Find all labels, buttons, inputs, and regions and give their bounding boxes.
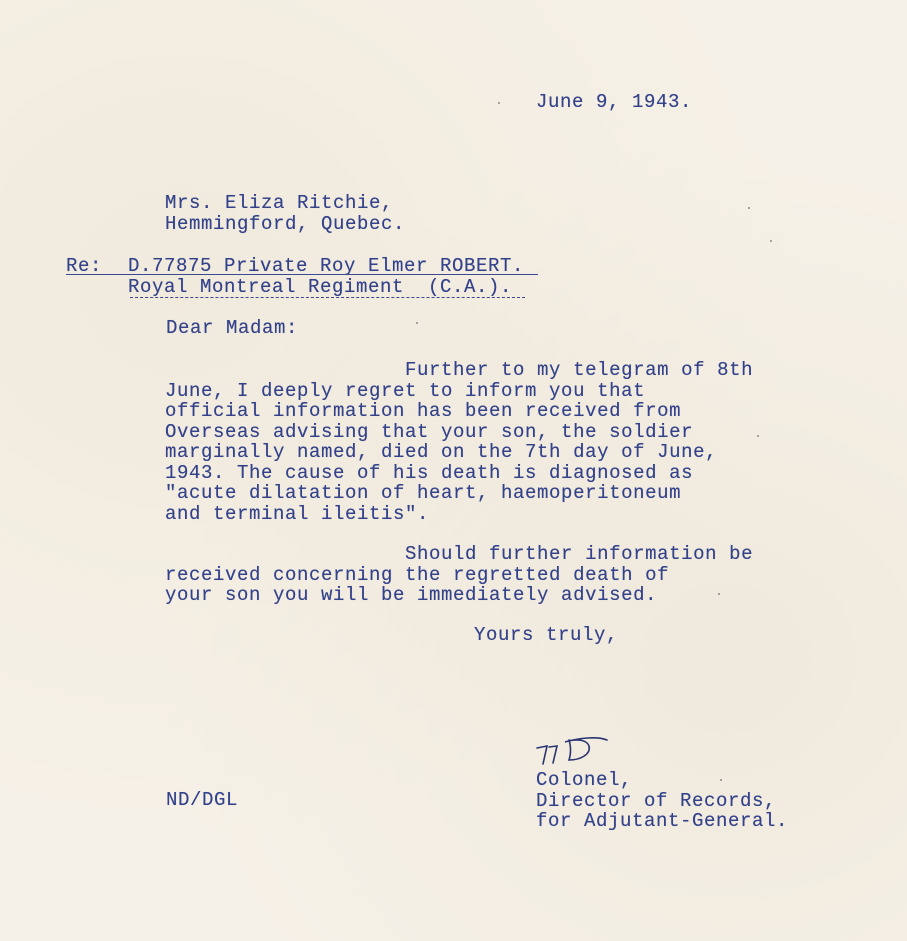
recipient-address: [165, 193, 405, 234]
subject-underline-2: [130, 297, 525, 298]
body-paragraph-2: [165, 544, 753, 606]
paragraph-line: official information has been received from: [165, 400, 682, 422]
closing: Yours truly,: [474, 624, 619, 646]
letter-date: June 9, 1943.: [536, 91, 693, 113]
recipient-name: Mrs. Eliza Ritchie,: [165, 192, 394, 214]
paragraph-line: "acute dilatation of heart, haemoperitoneum: [165, 482, 682, 504]
subject-reference: [66, 256, 524, 297]
recipient-place: Hemmingford, Quebec.: [165, 212, 406, 235]
paper-speck: [770, 240, 772, 242]
signature-block: [536, 770, 788, 832]
subject-line-1: D.77875 Private Roy Elmer ROBERT.: [128, 255, 525, 277]
paragraph-line: Further to my telegram of 8th: [165, 359, 754, 381]
re-label: Re:: [66, 255, 103, 277]
signature-office: for Adjutant-General.: [536, 810, 789, 832]
paper-speck: [757, 435, 759, 437]
paragraph-line: June, I deeply regret to inform you that: [165, 379, 646, 402]
subject-line-2: Royal Montreal Regiment (C.A.).: [128, 275, 513, 298]
paragraph-line: Should further information be: [165, 543, 754, 565]
reference-initials: ND/DGL: [166, 789, 239, 811]
handwritten-initials: [533, 734, 613, 770]
signature-title: Director of Records,: [536, 789, 777, 812]
paper-speck: [720, 779, 722, 781]
paragraph-line: received concerning the regretted death of: [165, 563, 670, 586]
subject-underline: [66, 274, 538, 275]
paper-speck: [416, 322, 418, 324]
salutation: Dear Madam:: [166, 317, 299, 339]
paper-speck: [498, 102, 500, 104]
paragraph-line: marginally named, died on the 7th day of June,: [165, 441, 718, 463]
paragraph-line: Overseas advising that your son, the soldier: [165, 420, 694, 443]
paper-speck: [718, 593, 720, 595]
paragraph-line: your son you will be immediately advised.: [165, 584, 658, 606]
paper-speck: [748, 207, 750, 209]
paragraph-line: 1943. The cause of his death is diagnosed as: [165, 461, 694, 484]
signature-rank: Colonel,: [536, 769, 633, 791]
paragraph-line: and terminal ileitis".: [165, 502, 430, 525]
body-paragraph-1: [165, 360, 753, 524]
